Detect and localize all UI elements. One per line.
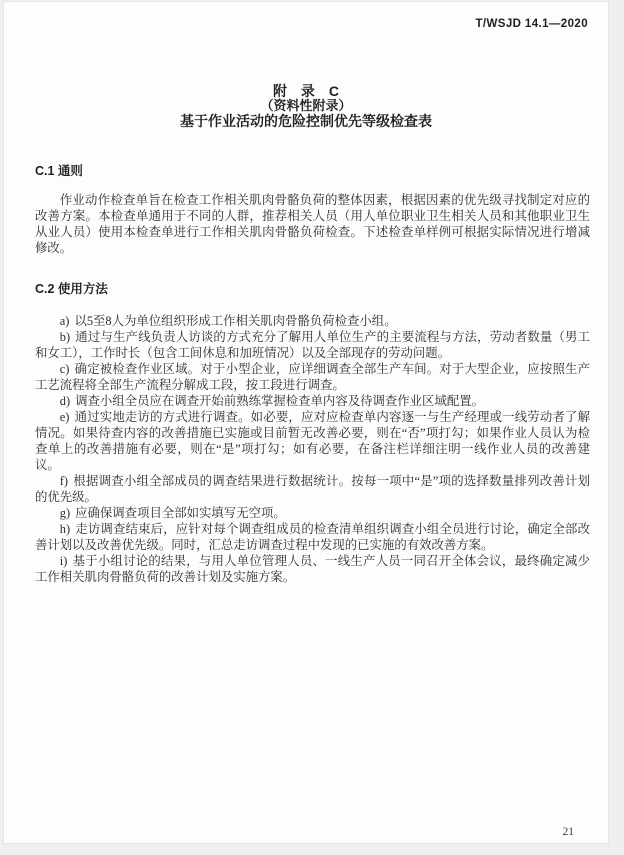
list-item-g	[35, 505, 590, 521]
section-c1-paragraph: 作业动作检查单旨在检查工作相关肌肉骨骼负荷的整体因素，根据因素的优先级寻找制定对应的改善方案。本检查单通用于不同的人群，推荐相关人员（用人单位职业卫生相关人员和其他职业卫生从业人员）使用本检查单进行工作相关肌肉骨骼负荷检查。下述检查单样例可根据实际情况进行增减修改。	[35, 193, 590, 255]
appendix-title-label: 附 录 C	[272, 83, 340, 99]
list-item-c	[35, 361, 590, 393]
appendix-title-block	[4, 84, 608, 129]
list-item-e	[35, 409, 590, 473]
list-item-text: 调查小组全员应在调查开始前熟练掌握检查单内容及待调查作业区域配置。	[75, 394, 485, 408]
list-item-f	[35, 473, 590, 505]
standard-reference-header: T/WSJD 14.1—2020	[475, 18, 588, 30]
list-item-h	[35, 521, 590, 553]
list-item-label: f)	[59, 474, 69, 488]
list-item-text: 基于小组讨论的结果，与用人单位管理人员、一线生产人员一同召开全体会议，最终确定减少工作相关肌肉骨骼负荷的改善计划及实施方案。	[35, 554, 590, 584]
document-page	[4, 2, 608, 843]
list-item-text: 通过与生产线负责人访谈的方式充分了解用人单位生产的主要流程与方法，劳动者数量（男工和女工），工作时长（包含工间休息和加班情况）以及全部现存的劳动问题。	[35, 330, 590, 360]
section-c2-heading: C.2 使用方法	[35, 282, 108, 296]
appendix-title-name: 基于作业活动的危险控制优先等级检查表	[180, 113, 432, 129]
list-item-text: 确定被检查作业区域。对于小型企业，应详细调查全部生产车间。对于大型企业，应按照生产工艺流程将全部生产流程分解成工段，按工段进行调查。	[35, 362, 590, 392]
list-item-text: 根据调查小组全部成员的调查结果进行数据统计。按每一项中“是”项的选择数量排列改善计划的优先级。	[35, 474, 590, 504]
list-item-b	[35, 329, 590, 361]
list-item-text: 应确保调查项目全部如实填写无空项。	[75, 506, 286, 520]
list-item-text: 以5至8人为单位组织形成工作相关肌肉骨骼负荷检查小组。	[74, 314, 397, 328]
list-item-label: i)	[59, 554, 68, 568]
list-item-label: h)	[59, 522, 71, 536]
list-item-i	[35, 553, 590, 585]
list-item-text: 通过实地走访的方式进行调查。如必要，应对应检查单内容逐一与生产经理或一线劳动者了解情况。如果待查内容的改善措施已实施或目前暂无改善必要，则在“否”项打勾；如果作业人员认为检查单上的改善措施有必要，则在“是”项打勾；如有必要，在备注栏详细注明一线作业人员的改善建议。	[35, 410, 590, 472]
appendix-title-type: （资料性附录）	[260, 98, 352, 113]
section-c2-item-list	[35, 313, 590, 585]
list-item-label: g)	[59, 506, 71, 520]
list-item-label: c)	[59, 362, 70, 376]
list-item-label: a)	[59, 314, 70, 328]
list-item-d	[35, 393, 590, 409]
section-c1-heading: C.1 通则	[35, 164, 83, 178]
list-item-label: d)	[59, 394, 71, 408]
list-item-text: 走访调查结束后，应针对每个调查组成员的检查清单组织调查小组全员进行讨论，确定全部改善计划以及改善优先级。同时，汇总走访调查过程中发现的已实施的有效改善方案。	[35, 522, 590, 552]
list-item-label: e)	[59, 410, 70, 424]
page-number: 21	[562, 826, 574, 838]
list-item-a	[35, 313, 590, 329]
list-item-label: b)	[59, 330, 71, 344]
